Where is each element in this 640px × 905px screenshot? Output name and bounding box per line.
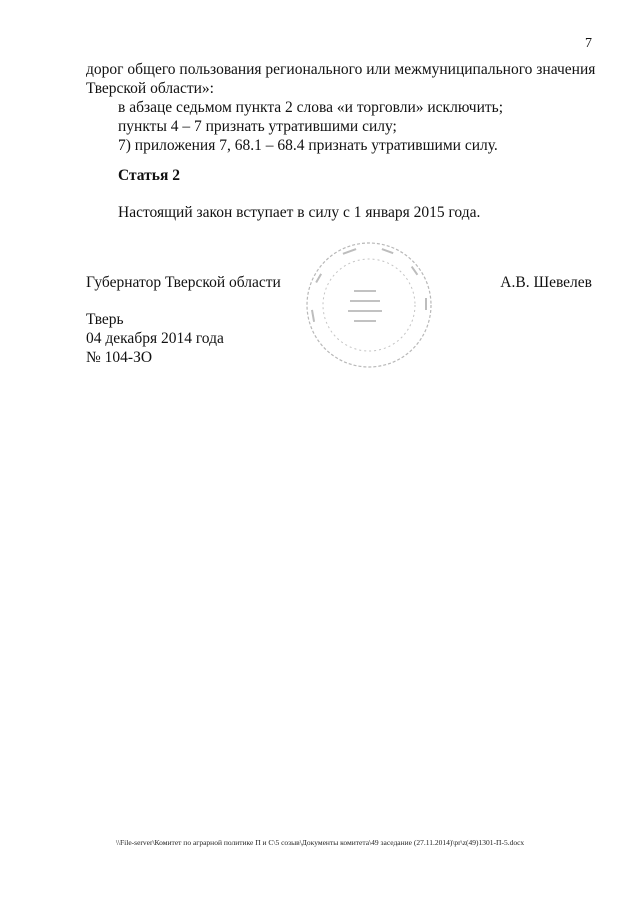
official-stamp bbox=[302, 238, 436, 372]
footer-file-path: \\File-server\Комитет по аграрной политике П и С\5 созыв\Документы комитета\49 заседание (27.11.2014)\pr\z(49)1301-П-5.docx bbox=[115, 838, 525, 847]
law-number: № 104-ЗО bbox=[86, 349, 153, 366]
signer-name: А.В. Шевелев bbox=[500, 274, 592, 291]
date: 04 декабря 2014 года bbox=[86, 330, 224, 347]
place-date-block bbox=[86, 310, 224, 367]
body-item-1: в абзаце седьмом пункта 2 слова «и торговли» исключить; bbox=[118, 99, 504, 116]
body-item-2: пункты 4 – 7 признать утратившими силу; bbox=[118, 118, 397, 135]
page-number: 7 bbox=[585, 36, 592, 51]
body-line-1: дорог общего пользования регионального или межмуниципального значения bbox=[86, 61, 596, 78]
stamp-center-marks bbox=[348, 290, 382, 322]
body-text bbox=[86, 60, 606, 155]
body-item-3: 7) приложения 7, 68.1 – 68.4 признать утратившими силу. bbox=[118, 137, 498, 154]
article-heading: Статья 2 bbox=[118, 167, 180, 184]
stamp-outer-ring bbox=[307, 243, 431, 367]
body-line-2: Тверской области»: bbox=[86, 80, 214, 97]
city: Тверь bbox=[86, 311, 124, 328]
article-text: Настоящий закон вступает в силу с 1 января 2015 года. bbox=[118, 204, 481, 221]
stamp-inner-ring bbox=[323, 259, 415, 351]
governor-title: Губернатор Тверской области bbox=[86, 274, 281, 291]
